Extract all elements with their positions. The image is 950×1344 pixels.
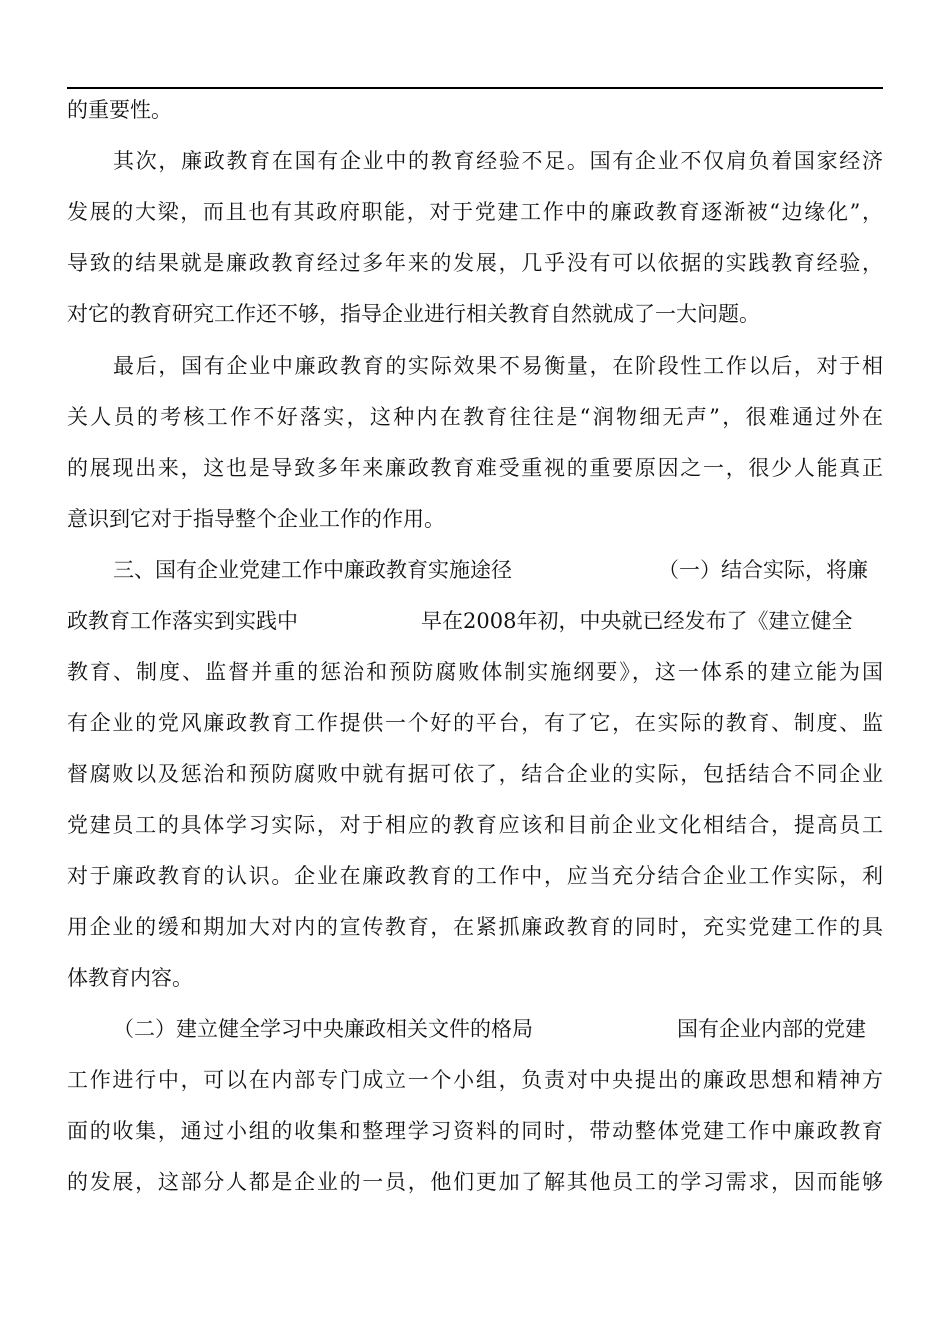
text-line: 体教育内容。 <box>67 966 193 990</box>
text-line: 面的收集，通过小组的收集和整理学习资料的同时，带动整体党建工作中廉政教育 <box>67 1119 883 1143</box>
text-line: 对于廉政教育的认识。企业在廉政教育的工作中，应当充分结合企业工作实际，利 <box>67 864 883 888</box>
text-line: 的展现出来，这也是导致多年来廉政教育难受重视的重要原因之一，很少人能真正 <box>67 456 883 480</box>
header-rule <box>67 87 883 89</box>
text-line: 工作进行中，可以在内部专门成立一个小组，负责对中央提出的廉政思想和精神方 <box>67 1068 883 1092</box>
text-segment: 早在2008年初，中央就已经发布了《建立健全 <box>421 609 853 633</box>
text-line: 最后，国有企业中廉政教育的实际效果不易衡量，在阶段性工作以后，对于相 <box>113 354 883 378</box>
text-line: 教育、制度、监督并重的惩治和预防腐败体制实施纲要》，这一体系的建立能为国 <box>67 660 883 684</box>
text-line: 其次，廉政教育在国有企业中的教育经验不足。国有企业不仅肩负着国家经济 <box>113 149 883 173</box>
subsection-heading-start: （一）结合实际，将廉 <box>658 558 868 582</box>
text-line: 用企业的缓和期加大对内的宣传教育，在紧抓廉政教育的同时，充实党建工作的具 <box>67 915 883 939</box>
section-heading-line <box>113 550 883 590</box>
text-line: 的重要性。 <box>67 98 172 122</box>
text-line: 党建员工的具体学习实际，对于相应的教育应该和目前企业文化相结合，提高员工 <box>67 813 883 837</box>
text-segment: 国有企业内部的党建 <box>677 1017 866 1041</box>
text-line <box>67 601 883 641</box>
text-line: 督腐败以及惩治和预防腐败中就有据可依了，结合企业的实际，包括结合不同企业 <box>67 762 883 786</box>
subsection-heading-line <box>113 1009 883 1049</box>
text-line: 有企业的党风廉政教育工作提供一个好的平台，有了它，在实际的教育、制度、监 <box>67 711 883 735</box>
subsection-heading-end: 政教育工作落实到实践中 <box>67 609 298 633</box>
text-line: 关人员的考核工作不好落实，这种内在教育往往是“润物细无声”，很难通过外在 <box>67 405 883 429</box>
text-line: 导致的结果就是廉政教育经过多年来的发展，几乎没有可以依据的实践教育经验， <box>67 251 883 275</box>
text-line: 发展的大梁，而且也有其政府职能，对于党建工作中的廉政教育逐渐被“边缘化”， <box>67 200 883 224</box>
text-line: 对它的教育研究工作还不够，指导企业进行相关教育自然就成了一大问题。 <box>67 302 760 326</box>
subsection-heading: （二）建立健全学习中央廉政相关文件的格局 <box>113 1017 533 1041</box>
section-heading: 三、国有企业党建工作中廉政教育实施途径 <box>113 558 512 582</box>
text-line: 的发展，这部分人都是企业的一员，他们更加了解其他员工的学习需求，因而能够 <box>67 1170 883 1194</box>
text-line: 意识到它对于指导整个企业工作的作用。 <box>67 507 445 531</box>
